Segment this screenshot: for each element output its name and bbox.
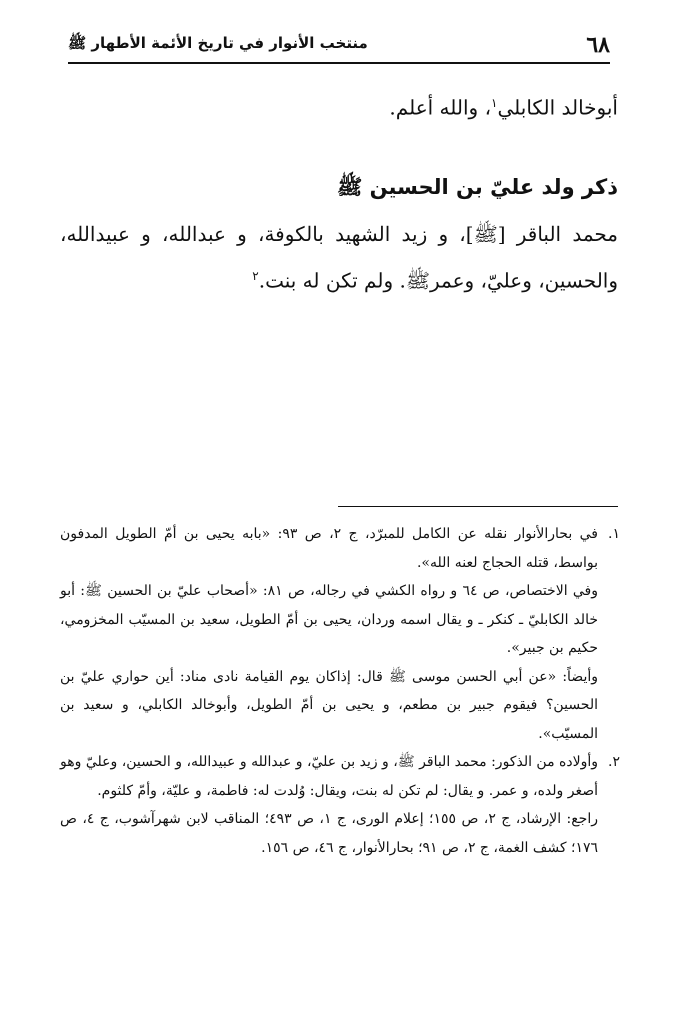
footnote-number: ١. bbox=[608, 526, 620, 542]
footnote-paragraph: وأيضاً: «عن أبي الحسن موسى ﷺ قال: إذاكان يوم القيامة نادى مناد: أين حواري عليّ بن الحسين؟ فيقوم جبير بن مطعم، و يحيى بن أمّ الطويل، وأبوخالد الكابلي، و سعيد بن المسيّب». bbox=[60, 668, 598, 742]
footnote-paragraph: في بحارالأنوار نقله عن الكامل للمبرّد، ج ٢، ص ٩٣: «بابه يحيى بن أمّ الطويل المدفون بواسط، قتله الحجاج لعنه الله». bbox=[60, 526, 598, 571]
footnote-ref-1[interactable]: ١ bbox=[491, 96, 498, 110]
footnote-body bbox=[60, 748, 598, 862]
running-title: منتخب الأنوار في تاريخ الأئمة الأطهار ﷺ bbox=[68, 34, 368, 52]
section-title: ذكر ولد عليّ بن الحسين ﷺ bbox=[336, 174, 618, 199]
footnote-number: ٢. bbox=[608, 754, 620, 770]
main-text bbox=[60, 82, 618, 301]
footnote-paragraph: راجع: الإرشاد، ج ٢، ص ١٥٥؛ إعلام الورى، ج ١، ص ٤٩٣؛ المناقب لابن شهرآشوب، ج ٤، ص ١٧٦؛ كشف الغمة، ج ٢، ص ٩١؛ بحارالأنوار، ج ٤٦، ص ١٥٦. bbox=[60, 811, 598, 856]
body-paragraph bbox=[60, 213, 618, 302]
opening-line bbox=[60, 82, 618, 129]
footnote-paragraph: وأولاده من الذكور: محمد الباقر ﷺ، و زيد بن عليّ، و عبدالله و عبيدالله، و الحسين، وعليّ وهو أصغر ولده، و عمر. و يقال: لم تكن له بنت، ويقال: وُلدت له: فاطمة، و عليّة، وأمّ كلثوم. bbox=[60, 754, 598, 799]
footnote-ref-2[interactable]: ٢ bbox=[252, 268, 259, 283]
body-paragraph-text: محمد الباقر [ﷺ]، و زيد الشهيد بالكوفة، و عبدالله، و عبيدالله، والحسين، وعليّ، وعمرﷺ. ولم تكن له بنت. bbox=[60, 221, 618, 293]
page-number: ٦٨ bbox=[586, 32, 610, 58]
opening-line-text: أبوخالد الكابلي bbox=[497, 95, 618, 120]
footnote-paragraph: وفي الاختصاص، ص ٦٤ و رواه الكشي في رجاله، ص ٨١: «أصحاب عليّ بن الحسين ﷺ: أبو خالد الكابليّ ـ كنكر ـ و يقال اسمه وردان، يحيى بن أمّ الطويل، سعيد بن المسيّب المخزومي، حكيم بن جبير». bbox=[60, 583, 598, 656]
footnote-body bbox=[60, 520, 598, 748]
footnote-divider bbox=[338, 506, 618, 507]
footnotes bbox=[60, 520, 620, 862]
footnote-1 bbox=[60, 520, 620, 748]
opening-line-end: ، والله أعلم. bbox=[389, 95, 492, 120]
footnote-2 bbox=[60, 748, 620, 862]
page-header bbox=[68, 30, 610, 64]
